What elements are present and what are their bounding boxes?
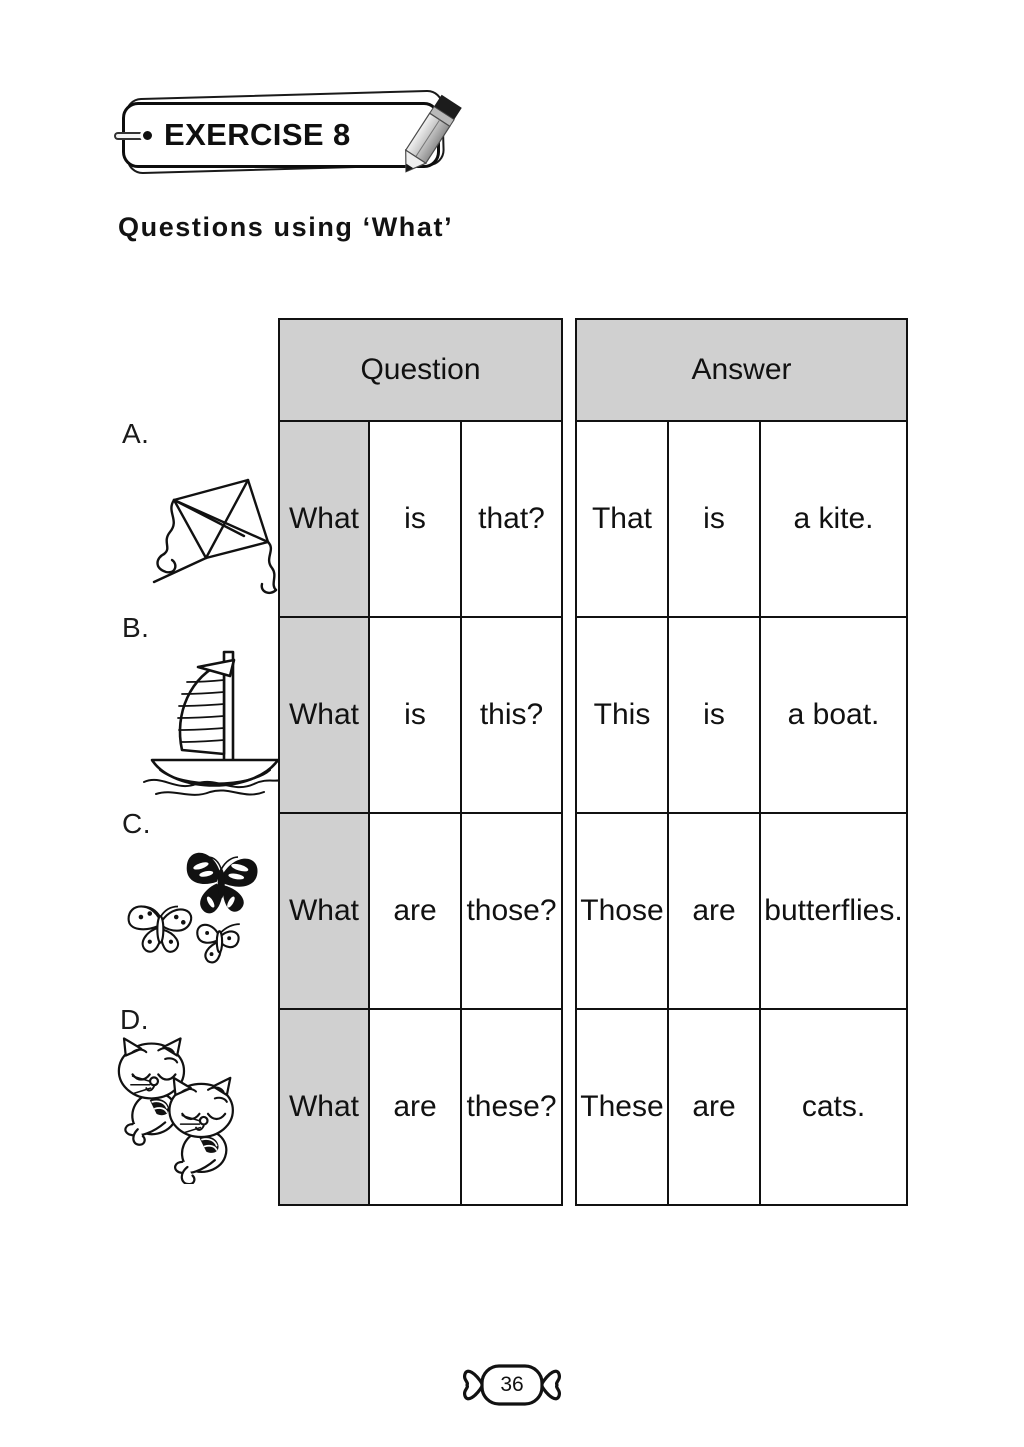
- question-word-what-b: What: [279, 617, 369, 813]
- answer-header-row: [576, 319, 907, 421]
- answer-object-d: cats.: [760, 1009, 907, 1205]
- item-letter-a: A.: [122, 418, 150, 449]
- answer-column-header: Answer: [576, 319, 907, 421]
- exercise-header: [112, 88, 472, 192]
- answer-subject-d: These: [576, 1009, 668, 1205]
- table-row: [279, 421, 562, 617]
- table-row: [576, 617, 907, 813]
- question-object-a: that?: [461, 421, 562, 617]
- answer-subject-c: Those: [576, 813, 668, 1009]
- page-subtitle: Questions using ‘What’: [118, 212, 454, 242]
- table-row: [576, 813, 907, 1009]
- answer-verb-a: is: [668, 421, 760, 617]
- item-letter-c: C.: [122, 808, 151, 839]
- question-word-what-c: What: [279, 813, 369, 1009]
- item-letter-b: B.: [122, 612, 150, 643]
- tag-hole-icon: [140, 128, 155, 143]
- butterflies-illustration: [118, 830, 268, 990]
- page-footer: [0, 1358, 1024, 1417]
- answer-subject-a: That: [576, 421, 668, 617]
- question-verb-a: is: [369, 421, 461, 617]
- question-object-b: this?: [461, 617, 562, 813]
- item-letter-d: D.: [120, 1004, 149, 1035]
- question-table: [278, 318, 563, 1206]
- question-verb-b: is: [369, 617, 461, 813]
- answer-object-a: a kite.: [760, 421, 907, 617]
- exercise-title: EXERCISE 8: [164, 117, 351, 152]
- question-verb-d: are: [369, 1009, 461, 1205]
- answer-object-c: butterflies.: [760, 813, 907, 1009]
- answer-verb-d: are: [668, 1009, 760, 1205]
- question-word-what-a: What: [279, 421, 369, 617]
- sailboat-illustration: [138, 642, 288, 802]
- question-column-header: Question: [279, 319, 562, 421]
- cats-illustration: [112, 1024, 262, 1184]
- answer-verb-c: are: [668, 813, 760, 1009]
- page-number: 36: [500, 1373, 524, 1396]
- answer-verb-b: is: [668, 617, 760, 813]
- table-row: [279, 1009, 562, 1205]
- answer-table: [575, 318, 908, 1206]
- question-object-c: those?: [461, 813, 562, 1009]
- table-row: [576, 1009, 907, 1205]
- table-row: [279, 813, 562, 1009]
- pencil-icon: [380, 86, 476, 186]
- kite-illustration: [140, 450, 290, 610]
- answer-subject-b: This: [576, 617, 668, 813]
- candy-wrapper-icon: [457, 1358, 567, 1412]
- question-header-row: [279, 319, 562, 421]
- question-object-d: these?: [461, 1009, 562, 1205]
- table-row: [279, 617, 562, 813]
- table-row: [576, 421, 907, 617]
- question-word-what-d: What: [279, 1009, 369, 1205]
- answer-object-b: a boat.: [760, 617, 907, 813]
- question-verb-c: are: [369, 813, 461, 1009]
